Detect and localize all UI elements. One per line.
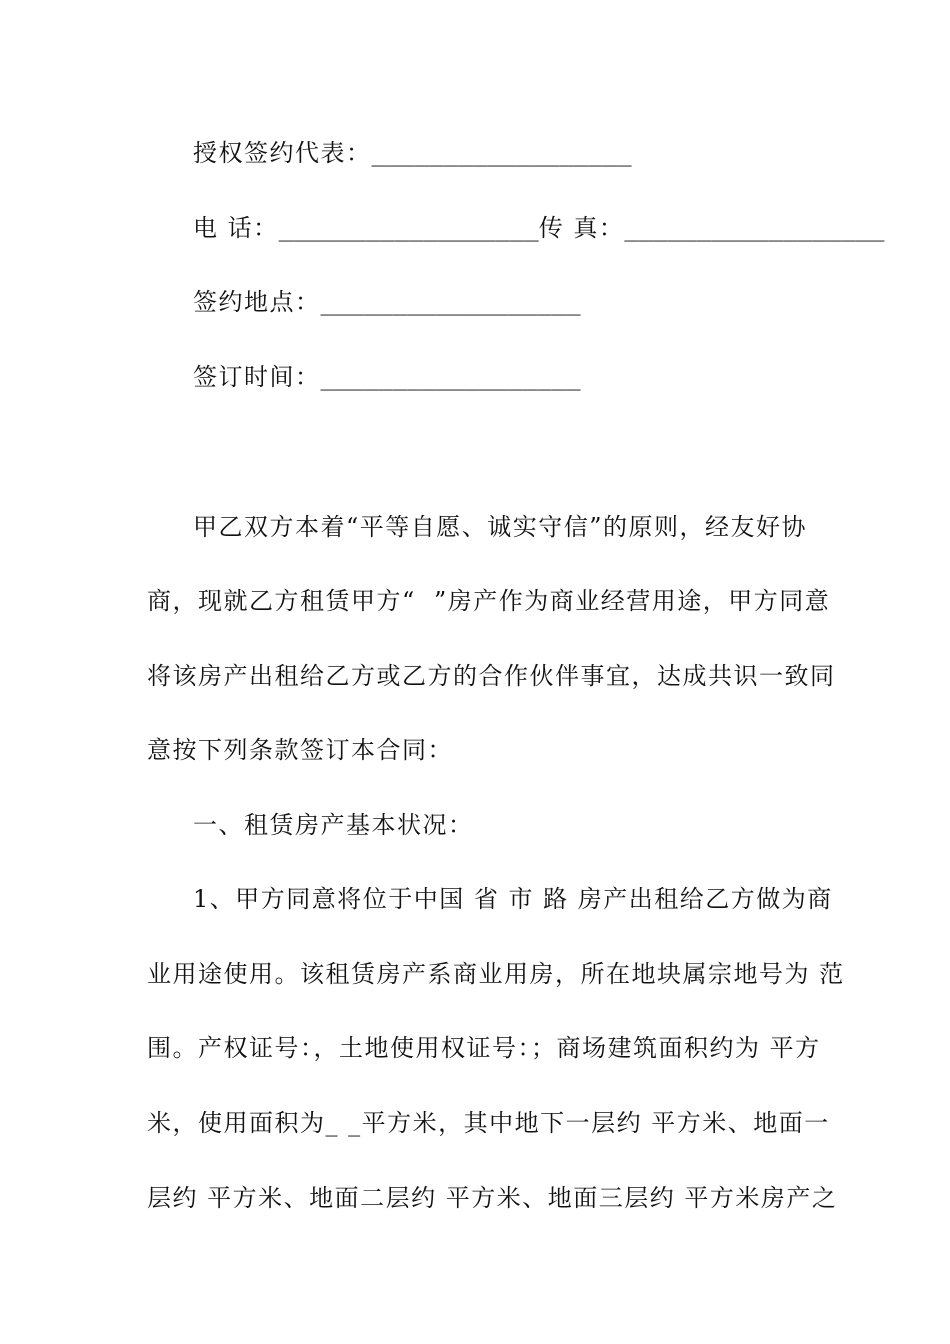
- phone-blank: __________________: [278, 214, 539, 242]
- date-blank: __________________: [320, 363, 581, 391]
- fax-label: 传 真：: [538, 214, 625, 242]
- paragraph-line: 意按下列条款签订本合同：: [147, 736, 453, 764]
- date-line: [193, 360, 853, 394]
- paragraph-line: 围。产权证号：，土地使用权证号：；商场建筑面积约为 平方: [147, 1034, 821, 1062]
- section-heading: 一、租赁房产基本状况：: [193, 811, 474, 839]
- place-label: 签约地点：: [193, 288, 321, 316]
- fax-blank: __________________: [624, 214, 885, 242]
- paragraph-line: 层约 平方米、地面二层约 平方米、地面三层约 平方米房产之: [147, 1184, 838, 1212]
- paragraph-line: 米，使用面积为_ _平方米，其中地下一层约 平方米、地面一: [147, 1109, 830, 1137]
- paragraph-line: 甲乙双方本着“平等自愿、诚实守信”的原则，经友好协: [193, 513, 808, 541]
- place-blank: __________________: [320, 288, 581, 316]
- phone-fax-line: [193, 211, 885, 245]
- date-label: 签订时间：: [193, 363, 321, 391]
- rep-label: 授权签约代表：: [193, 139, 372, 167]
- rep-blank: __________________: [371, 139, 632, 167]
- paragraph-line: 商，现就乙方租赁甲方“ ”房产作为商业经营用途，甲方同意: [147, 587, 831, 615]
- paragraph-line: 1、甲方同意将位于中国 省 市 路 房产出租给乙方做为商: [193, 885, 833, 913]
- phone-label: 电 话：: [193, 214, 279, 242]
- place-line: [193, 285, 853, 319]
- rep-line: [193, 136, 853, 170]
- paragraph-line: 业用途使用。该租赁房产系商业用房，所在地块属宗地号为 范: [147, 960, 845, 988]
- paragraph-line: 将该房产出租给乙方或乙方的合作伙伴事宜，达成共识一致同: [147, 662, 836, 690]
